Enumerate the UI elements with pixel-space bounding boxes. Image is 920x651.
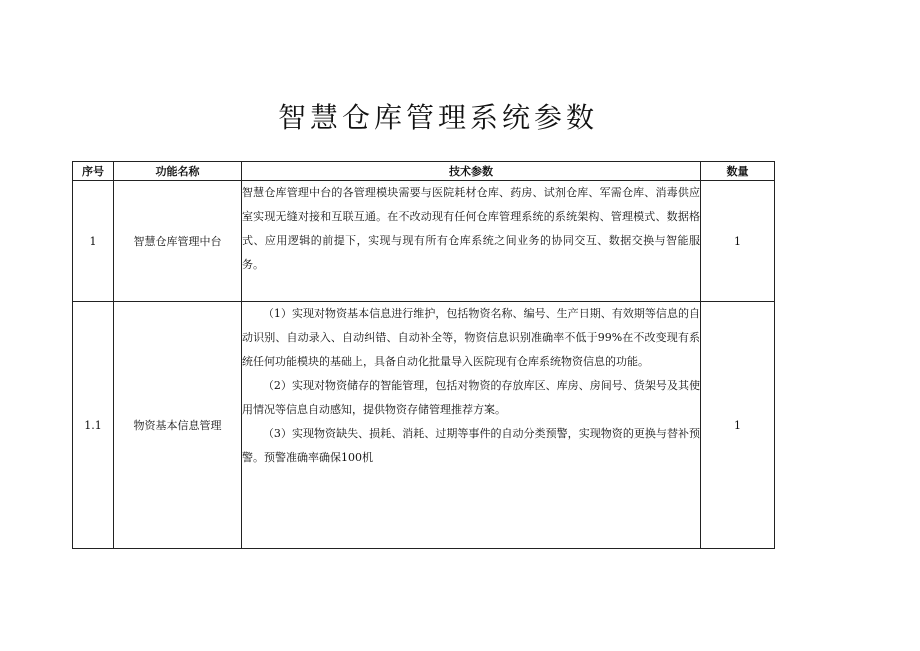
row-no: 1.1 xyxy=(73,302,114,549)
row-spec xyxy=(242,181,701,302)
row-qty: 1 xyxy=(701,181,775,302)
spec-paragraph: （2）实现对物资储存的智能管理，包括对物资的存放库区、库房、房间号、货架号及其使用情况等信息自动感知，提供物资存储管理推荐方案。 xyxy=(242,379,700,416)
row-function: 物资基本信息管理 xyxy=(114,302,242,549)
row-qty: 1 xyxy=(701,302,775,549)
document-title: 智慧仓库管理系统参数 xyxy=(277,101,598,134)
row-spec xyxy=(242,302,701,549)
spec-paragraph: （1）实现对物资基本信息进行维护，包括物资名称、编号、生产日期、有效期等信息的自动识别、自动录入、自动纠错、自动补全等，物资信息识别准确率不低于99%在不改变现有系统任何功能模块的基础上，具备自动化批量导入医院现有仓库系统物资信息的功能。 xyxy=(242,307,700,368)
header-function: 功能名称 xyxy=(114,162,242,181)
spec-paragraph: 智慧仓库管理中台的各管理模块需要与医院耗材仓库、药房、试剂仓库、军需仓库、消毒供应室实现无缝对接和互联互通。在不改动现有任何仓库管理系统的系统架构、管理模式、数据格式、应用逻辑的前提下，实现与现有所有仓库系统之间业务的协同交互、数据交换与智能服务。 xyxy=(242,186,700,271)
row-no: 1 xyxy=(73,181,114,302)
header-no: 序号 xyxy=(73,162,114,181)
spec-paragraph: （3）实现物资缺失、损耗、消耗、过期等事件的自动分类预警，实现物资的更换与替补预警。预警准确率确保100机 xyxy=(242,427,700,464)
table-row xyxy=(73,302,775,549)
header-qty: 数量 xyxy=(701,162,775,181)
table-row xyxy=(73,181,775,302)
row-function: 智慧仓库管理中台 xyxy=(114,181,242,302)
header-spec: 技术参数 xyxy=(242,162,701,181)
spec-table xyxy=(72,161,775,549)
table-header-row xyxy=(73,162,775,181)
